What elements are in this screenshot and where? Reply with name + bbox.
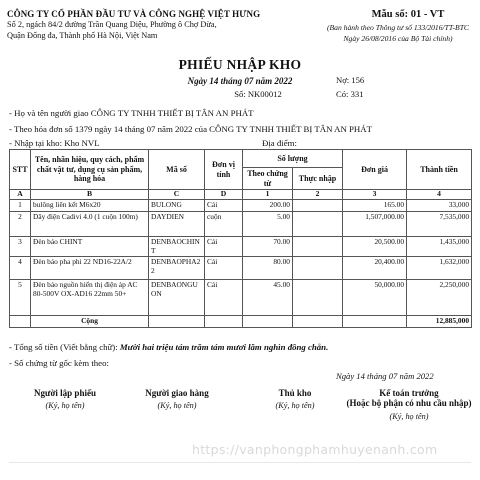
debit-account: Nợ: 156 xyxy=(336,75,365,85)
column-letter: C xyxy=(149,190,205,200)
table-row xyxy=(10,257,472,280)
divider xyxy=(9,462,471,463)
signature-role-secondary: (Hoặc bộ phận có nhu cầu nhập) xyxy=(346,398,472,409)
cell-empty xyxy=(205,316,243,328)
form-number-block xyxy=(318,9,478,43)
cell-amount: 7,535,000 xyxy=(407,212,472,237)
document-title: PHIẾU NHẬP KHO xyxy=(178,57,302,72)
total-amount: 12,885,000 xyxy=(407,316,472,328)
document-date: Ngày 14 tháng 07 năm 2022 xyxy=(187,76,293,86)
header-qty-doc: Theo chứng từ xyxy=(243,168,293,190)
signature-preparer xyxy=(20,388,110,411)
cell-unit: Cái xyxy=(205,280,243,316)
signature-role: Người lập phiếu xyxy=(34,388,96,398)
column-letter: B xyxy=(31,190,149,200)
header-qty-real: Thực nhập xyxy=(293,168,343,190)
cell-qty-doc: 5.00 xyxy=(243,212,293,237)
cell-price: 20,500.00 xyxy=(343,237,407,257)
cell-qty-doc: 70.00 xyxy=(243,237,293,257)
signature-hint: (Ký, họ tên) xyxy=(275,401,315,411)
cell-name: Đèn báo pha phi 22 ND16-22A/2 xyxy=(31,257,149,280)
cell-empty xyxy=(149,316,205,328)
cell-name: Đèn báo CHINT xyxy=(31,237,149,257)
document-number: Số: NK00012 xyxy=(234,89,282,99)
header-amount: Thành tiền xyxy=(407,150,472,190)
cell-empty xyxy=(10,316,31,328)
cell-price: 20,400.00 xyxy=(343,257,407,280)
signature-hint: (Ký, họ tên) xyxy=(45,401,85,411)
cell-amount: 1,435,000 xyxy=(407,237,472,257)
cell-amount: 1,632,000 xyxy=(407,257,472,280)
cell-qty-real xyxy=(293,280,343,316)
cell-code: BULONG xyxy=(149,200,205,212)
signature-hint: (Ký, họ tên) xyxy=(157,401,197,411)
column-letter: 2 xyxy=(293,190,343,200)
cell-qty-real xyxy=(293,200,343,212)
table-row xyxy=(10,237,472,257)
cell-code: DENBAOCHINT xyxy=(149,237,205,257)
cell-qty-doc: 200.00 xyxy=(243,200,293,212)
cell-unit: Cái xyxy=(205,200,243,212)
cell-price: 165.00 xyxy=(343,200,407,212)
cell-unit: cuộn xyxy=(205,212,243,237)
cell-unit: Cái xyxy=(205,257,243,280)
invoice-line: - Theo hóa đơn số 1379 ngày 14 tháng 07 năm 2022 của CÔNG TY TNHH THIẾT BỊ TÂN AN PHÁT xyxy=(9,124,373,134)
warehouse-line: - Nhập tại kho: Kho NVL xyxy=(9,138,100,148)
table-row xyxy=(10,280,472,316)
signature-date: Ngày 14 tháng 07 năm 2022 xyxy=(336,371,434,381)
signature-deliverer xyxy=(112,388,242,411)
cell-qty-real xyxy=(293,212,343,237)
company-address-line-2: Quận Đống đa, Thành phố Hà Nội, Việt Nam xyxy=(7,30,158,40)
signature-role: Người giao hàng xyxy=(145,388,209,398)
cell-code: DENBAONGUON xyxy=(149,280,205,316)
column-letter: 3 xyxy=(343,190,407,200)
total-in-words-value: Mười hai triệu tám trăm tám mươi lăm nghìn đồng chẵn. xyxy=(119,342,329,352)
total-in-words-line xyxy=(9,342,328,352)
column-letter: A xyxy=(10,190,31,200)
cell-price: 50,000.00 xyxy=(343,280,407,316)
cell-code: DENBAOPHA22 xyxy=(149,257,205,280)
table-row xyxy=(10,212,472,237)
cell-name: Dây điện Cadivi 4.0 (1 cuộn 100m) xyxy=(31,212,149,237)
items-table xyxy=(9,149,472,328)
table-row xyxy=(10,200,472,212)
cell-empty xyxy=(343,316,407,328)
signature-hint: (Ký, họ tên) xyxy=(389,411,429,421)
cell-code: DAYDIEN xyxy=(149,212,205,237)
credit-account: Có: 331 xyxy=(336,89,364,99)
deliverer-line: - Họ và tên người giao CÔNG TY TNHH THIẾT BỊ TÂN AN PHÁT xyxy=(9,108,254,118)
cell-stt: 4 xyxy=(10,257,31,280)
watermark-url: https://vanphongphamhuyenanh.com xyxy=(192,442,438,457)
cell-qty-doc: 45.00 xyxy=(243,280,293,316)
form-note-line-1: (Ban hành theo Thông tư số 133/2016/TT-BTC xyxy=(327,23,469,33)
location-label: Địa điểm: xyxy=(262,138,297,148)
cell-empty xyxy=(293,316,343,328)
cell-empty xyxy=(243,316,293,328)
column-letter: D xyxy=(205,190,243,200)
header-unit: Đơn vị tính xyxy=(205,150,243,190)
attached-documents-line: - Số chứng từ gốc kèm theo: xyxy=(9,358,109,368)
cell-unit: Cái xyxy=(205,237,243,257)
cell-qty-real xyxy=(293,237,343,257)
cell-name: bulông liên kết M6x20 xyxy=(31,200,149,212)
total-row xyxy=(10,316,472,328)
header-code: Mã số xyxy=(149,150,205,190)
header-price: Đơn giá xyxy=(343,150,407,190)
form-note-line-2: Ngày 26/08/2016 của Bộ Tài chính) xyxy=(343,34,453,44)
cell-qty-doc: 80.00 xyxy=(243,257,293,280)
signature-chief-accountant xyxy=(340,388,478,421)
total-in-words-label: - Tổng số tiền (Viết bằng chữ): xyxy=(9,342,118,352)
cell-stt: 5 xyxy=(10,280,31,316)
document-number-line xyxy=(0,90,480,100)
cell-stt: 1 xyxy=(10,200,31,212)
header-stt: STT xyxy=(10,150,31,190)
cell-stt: 3 xyxy=(10,237,31,257)
form-code: Mẫu số: 01 - VT xyxy=(371,9,445,20)
cell-amount: 33,000 xyxy=(407,200,472,212)
column-letters-row xyxy=(10,190,472,200)
cell-stt: 2 xyxy=(10,212,31,237)
signature-role: Kế toán trưởng xyxy=(379,388,439,398)
table-header-row xyxy=(10,150,472,168)
signature-storekeeper xyxy=(250,388,340,411)
company-address-line-1: Số 2, ngách 84/2 đường Trần Quang Diệu, Phường ô Chợ Dừa, xyxy=(7,20,217,30)
cell-price: 1,507,000.00 xyxy=(343,212,407,237)
company-block xyxy=(7,9,307,40)
total-label: Cộng xyxy=(31,316,149,328)
cell-amount: 2,250,000 xyxy=(407,280,472,316)
cell-qty-real xyxy=(293,257,343,280)
signature-role: Thủ kho xyxy=(278,388,312,398)
header-quantity: Số lượng xyxy=(243,150,343,168)
company-name: CÔNG TY CỔ PHẦN ĐẦU TƯ VÀ CÔNG NGHỆ VIỆT HƯNG xyxy=(7,9,261,19)
column-letter: 1 xyxy=(243,190,293,200)
column-letter: 4 xyxy=(407,190,472,200)
header-name: Tên, nhãn hiệu, quy cách, phẩm chất vật tư, dụng cụ sản phẩm, hàng hóa xyxy=(31,150,149,190)
cell-name: Đèn báo nguồn hiển thị điện áp AC 80-500V OX-AD16 22mm 50+ xyxy=(31,280,149,316)
